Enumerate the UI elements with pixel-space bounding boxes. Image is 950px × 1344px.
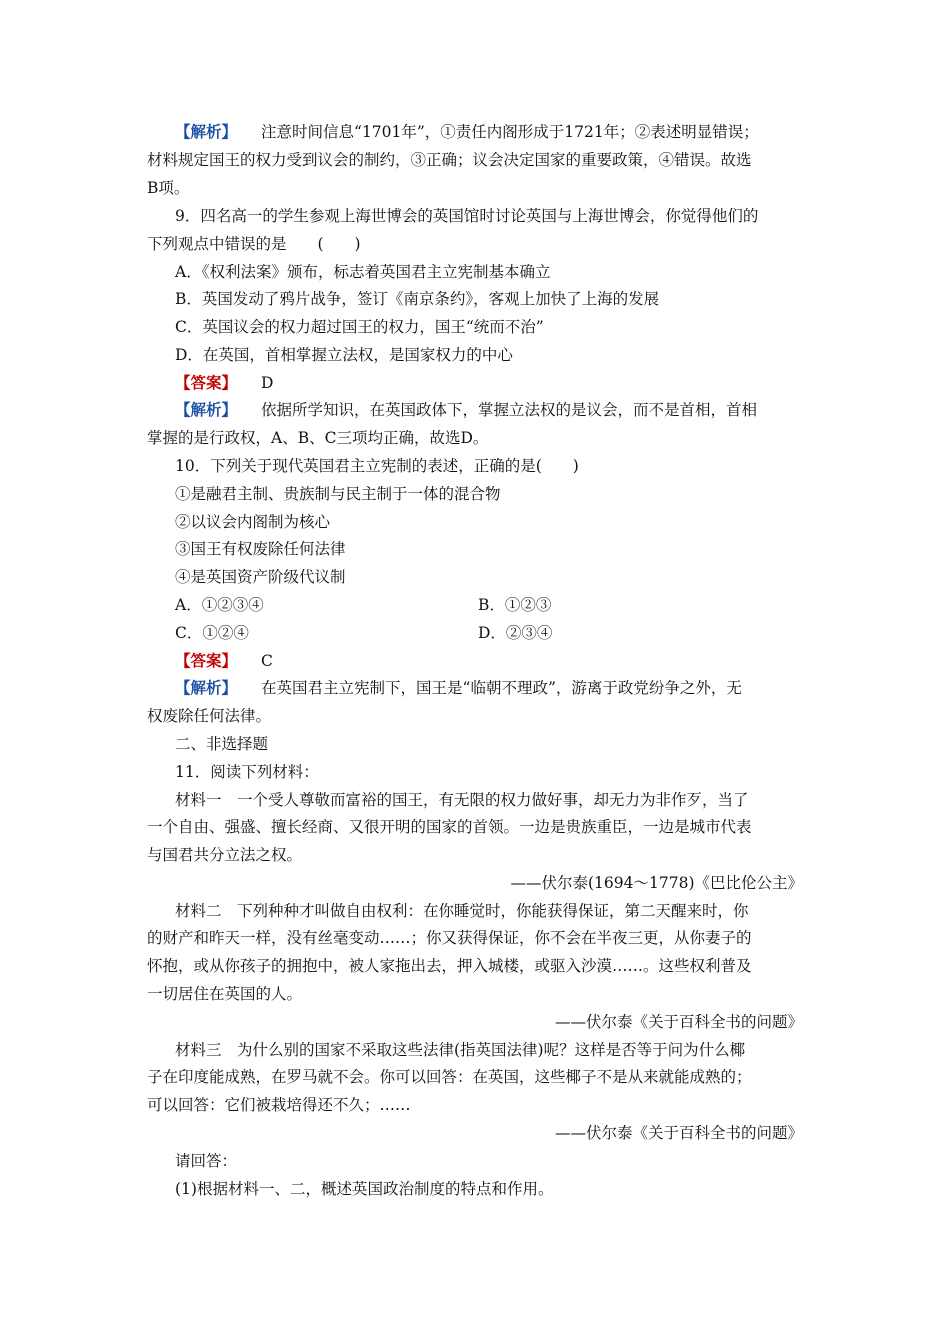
q10-item-3: ③国王有权废除任何法律 xyxy=(175,540,346,558)
q10-options-row-1 xyxy=(175,593,807,617)
q11-material-2-line-4: 一切居住在英国的人。 xyxy=(147,985,303,1003)
q10-item-2: ②以议会内阁制为核心 xyxy=(175,513,331,531)
q9-option-d: D．在英国，首相掌握立法权，是国家权力的中心 xyxy=(175,346,513,364)
q11-material-2-line-1: 材料二 下列种种才叫做自由权利：在你睡觉时，你能获得保证，第二天醒来时，你 xyxy=(175,902,749,920)
q10-option-c: C．①②④ xyxy=(175,624,249,642)
q11-material-3-line-1: 材料三 为什么别的国家不采取这些法律(指英国法律)呢？这样是否等于问为什么椰 xyxy=(175,1041,746,1059)
answer-value: C xyxy=(261,652,273,670)
q9-option-b: B．英国发动了鸦片战争，签订《南京条约》，客观上加快了上海的发展 xyxy=(175,290,660,308)
q9-answer xyxy=(175,371,807,395)
q11-material-1-line-2: 一个自由、强盛、擅长经商、又很开明的国家的首领。一边是贵族重臣，一边是城市代表 xyxy=(147,818,752,836)
q8-analysis-line-3: B项。 xyxy=(147,179,190,197)
analysis-text: 在英国君主立宪制下，国王是“临朝不理政”，游离于政党纷争之外，无 xyxy=(261,679,742,697)
q10-analysis-line-1 xyxy=(175,676,807,700)
q9-stem-line-2: 下列观点中错误的是 ( ) xyxy=(147,235,361,253)
q11-material-1-source: ——伏尔泰(1694～1778)《巴比伦公主》 xyxy=(510,874,803,892)
q11-material-3-source: ——伏尔泰《关于百科全书的问题》 xyxy=(554,1124,803,1142)
q8-analysis-line-1 xyxy=(175,120,807,144)
q10-stem: 10．下列关于现代英国君主立宪制的表述，正确的是( ) xyxy=(175,457,579,475)
answer-value: D xyxy=(261,374,274,392)
q10-analysis-line-2: 权废除任何法律。 xyxy=(147,707,272,725)
q11-material-2-line-2: 的财产和昨天一样，没有丝毫变动……；你又获得保证，你不会在半夜三更，从你妻子的 xyxy=(147,929,752,947)
q11-sub-question-1: (1)根据材料一、二，概述英国政治制度的特点和作用。 xyxy=(175,1180,554,1198)
section-heading: 二、非选择题 xyxy=(175,735,269,753)
q9-option-a: A．《权利法案》颁布，标志着英国君主立宪制基本确立 xyxy=(175,263,551,281)
q10-answer xyxy=(175,649,807,673)
analysis-tag: 【解析】 xyxy=(175,122,238,141)
q8-analysis-line-2: 材料规定国王的权力受到议会的制约，③正确；议会决定国家的重要政策，④错误。故选 xyxy=(147,151,752,169)
q11-material-2-line-3: 怀抱，或从你孩子的拥抱中，被人家拖出去，押入城楼，或驱入沙漠……。这些权利普及 xyxy=(147,957,752,975)
q10-item-4: ④是英国资产阶级代议制 xyxy=(175,568,346,586)
q10-option-d: D．②③④ xyxy=(478,624,553,642)
q10-options-row-2 xyxy=(175,621,807,645)
answer-tag: 【答案】 xyxy=(175,373,238,392)
q10-option-b: B．①②③ xyxy=(478,596,552,614)
q11-material-2-source: ——伏尔泰《关于百科全书的问题》 xyxy=(554,1013,803,1031)
q11-stem: 11．阅读下列材料： xyxy=(175,763,319,781)
analysis-tag: 【解析】 xyxy=(175,400,238,419)
answer-tag: 【答案】 xyxy=(175,651,238,670)
q10-option-a: A．①②③④ xyxy=(175,596,264,614)
q11-material-3-line-2: 子在印度能成熟，在罗马就不会。你可以回答：在英国，这些椰子不是从来就能成熟的； xyxy=(147,1068,752,1086)
analysis-tag: 【解析】 xyxy=(175,678,238,697)
q11-material-3-line-3: 可以回答：它们被栽培得还不久；…… xyxy=(147,1096,411,1114)
analysis-text: 注意时间信息“1701年”，①责任内阁形成于1721年；②表述明显错误； xyxy=(261,123,759,141)
analysis-text: 依据所学知识，在英国政体下，掌握立法权的是议会，而不是首相，首相 xyxy=(261,401,758,419)
q10-item-1: ①是融君主制、贵族制与民主制于一体的混合物 xyxy=(175,485,501,503)
q9-analysis-line-2: 掌握的是行政权，A、B、C三项均正确，故选D。 xyxy=(147,429,489,447)
q9-option-c: C．英国议会的权力超过国王的权力，国王“统而不治” xyxy=(175,318,544,336)
q11-prompt: 请回答： xyxy=(175,1152,238,1170)
q11-material-1-line-3: 与国君共分立法之权。 xyxy=(147,846,303,864)
q9-stem-line-1: 9．四名高一的学生参观上海世博会的英国馆时讨论英国与上海世博会，你觉得他们的 xyxy=(175,207,759,225)
q9-analysis-line-1 xyxy=(175,398,807,422)
q11-material-1-line-1: 材料一 一个受人尊敬而富裕的国王，有无限的权力做好事，却无力为非作歹，当了 xyxy=(175,791,749,809)
